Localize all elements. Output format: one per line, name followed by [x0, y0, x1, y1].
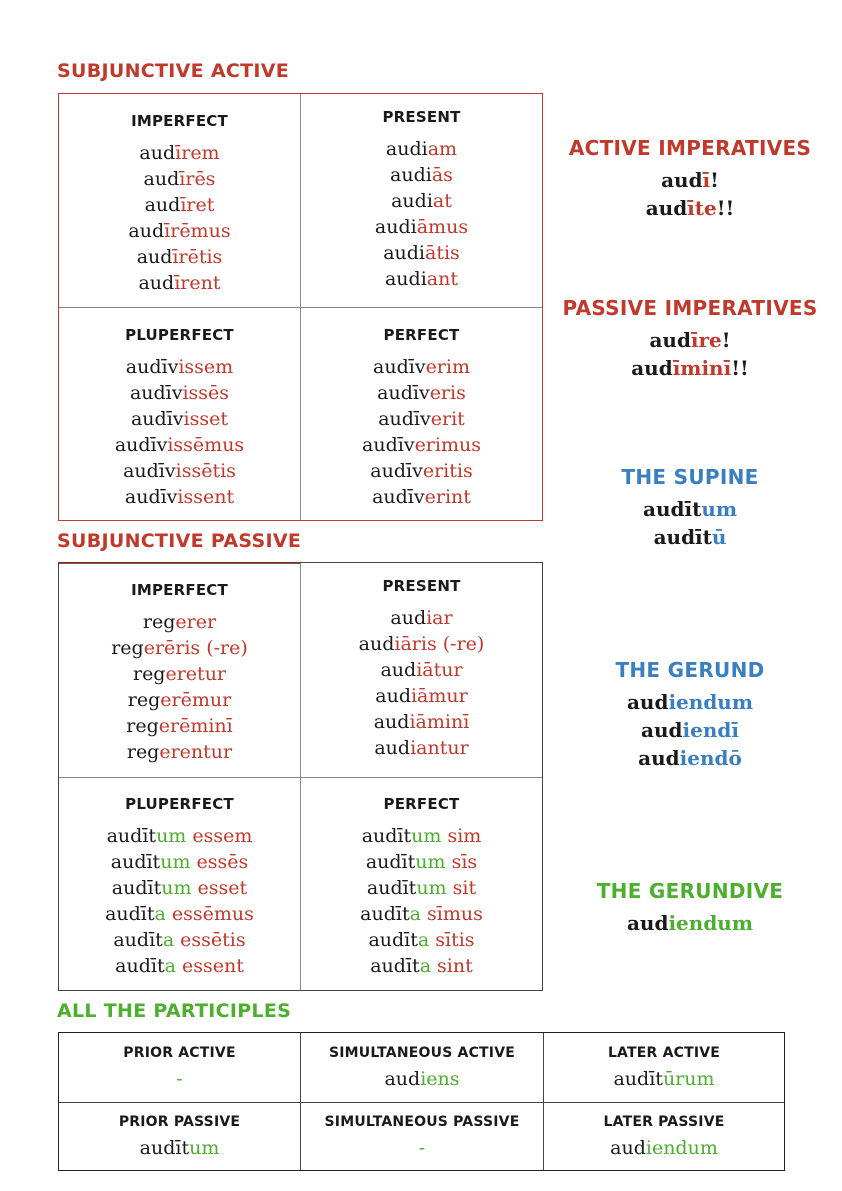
supine-forms	[560, 495, 820, 551]
sp-pluperfect-header: PLUPERFECT	[125, 795, 234, 813]
sp-perfect-cell	[301, 795, 542, 979]
verb-form	[59, 661, 300, 687]
verb-form	[59, 635, 300, 661]
verb-ending: erit	[430, 408, 465, 430]
verb-ending: issētis	[175, 460, 236, 482]
verb-ending: īte	[687, 196, 717, 220]
subjunctive-active-title: SUBJUNCTIVE ACTIVE	[57, 60, 290, 82]
verb-ending: ās	[431, 164, 453, 186]
sp-present-cell	[301, 577, 542, 761]
verb-form	[560, 523, 820, 551]
verb-ending: issēs	[182, 382, 230, 404]
verb-stem: audīv	[130, 408, 184, 430]
supine-title: THE SUPINE	[621, 465, 759, 489]
verb-form	[301, 380, 542, 406]
verb-stem: aud	[649, 328, 691, 352]
active-imperatives-forms	[560, 166, 820, 222]
verb-stem: aud	[641, 718, 683, 742]
verb-ending: um	[701, 497, 738, 521]
sp-imperfect-forms	[59, 609, 300, 765]
verb-stem: audīv	[125, 356, 179, 378]
subjunctive-passive-table	[58, 562, 543, 991]
sp-perfect-forms	[301, 823, 542, 979]
participle-value	[301, 1067, 543, 1091]
verb-auxiliary: !!	[731, 356, 749, 380]
participle-header: PRIOR PASSIVE	[118, 1114, 241, 1130]
verb-form	[59, 687, 300, 713]
verb-ending: ātis	[425, 242, 460, 264]
verb-ending: am	[427, 138, 458, 160]
verb-form	[59, 875, 300, 901]
participle-ending: iens	[420, 1068, 460, 1090]
verb-form	[59, 406, 300, 432]
verb-auxiliary: essem	[186, 825, 253, 847]
verb-stem: audīt	[365, 851, 416, 873]
verb-stem: audīv	[377, 382, 430, 404]
verb-ending: īret	[180, 194, 215, 216]
verb-ending: iendō	[679, 746, 742, 770]
participle-ending: -	[418, 1137, 426, 1159]
verb-ending: eris	[429, 382, 466, 404]
verb-stem: audīv	[372, 486, 425, 508]
verb-stem: audīv	[124, 486, 178, 508]
verb-ending: um	[411, 825, 442, 847]
verb-form	[59, 270, 300, 296]
verb-stem: aud	[373, 711, 410, 733]
verb-ending: ant	[426, 268, 458, 290]
verb-auxiliary: sint	[431, 955, 473, 977]
verb-ending: iendum	[668, 911, 754, 935]
verb-ending: īrem	[175, 142, 220, 164]
verb-ending: a	[154, 903, 166, 925]
verb-form	[59, 739, 300, 765]
verb-auxiliary: esset	[191, 877, 248, 899]
verb-form	[59, 192, 300, 218]
verb-stem: aud	[626, 911, 669, 935]
verb-stem: audīv	[373, 356, 426, 378]
verb-stem: audīt	[115, 955, 165, 977]
verb-ending: iātur	[416, 659, 463, 681]
participle-header: LATER PASSIVE	[603, 1114, 725, 1130]
verb-ending: um	[156, 825, 187, 847]
verb-form	[560, 909, 820, 937]
verb-form	[560, 716, 820, 744]
verb-ending: iendum	[668, 690, 754, 714]
verb-form	[301, 953, 542, 979]
verb-ending: um	[161, 877, 192, 899]
participle-value	[59, 1136, 300, 1160]
gerund-title: THE GERUND	[615, 658, 765, 682]
verb-stem: audīv	[370, 460, 423, 482]
participle-value	[59, 1067, 300, 1091]
sa-present-forms	[301, 136, 542, 292]
verb-ending: issent	[177, 486, 235, 508]
verb-ending: a	[417, 929, 430, 951]
verb-form	[59, 218, 300, 244]
participle-stem: aud	[610, 1137, 646, 1159]
verb-auxiliary: !	[721, 328, 731, 352]
verb-ending: īrēmus	[164, 220, 231, 242]
sp-pluperfect-cell	[59, 795, 300, 979]
participle-ending: um	[189, 1137, 220, 1159]
active-imperatives-title: ACTIVE IMPERATIVES	[568, 136, 812, 160]
verb-form	[560, 495, 820, 523]
participle-prior-active	[59, 1045, 300, 1091]
verb-ending: at	[432, 190, 452, 212]
verb-ending: issēmus	[167, 434, 245, 456]
verb-ending: iāminī	[409, 711, 470, 733]
verb-ending: erēminī	[158, 715, 233, 737]
verb-ending: a	[162, 929, 175, 951]
verb-stem: audīv	[129, 382, 183, 404]
verb-stem: audīt	[370, 955, 420, 977]
verb-form	[560, 744, 820, 772]
sa-perfect-header: PERFECT	[383, 326, 460, 344]
verb-ending: erēris (-re)	[143, 637, 248, 659]
subjunctive-passive-title: SUBJUNCTIVE PASSIVE	[57, 530, 302, 552]
participles-table	[58, 1032, 785, 1171]
gerund-forms	[560, 688, 820, 772]
sa-perfect-cell	[301, 326, 542, 510]
verb-form	[59, 849, 300, 875]
verb-ending: iāris (-re)	[394, 633, 485, 655]
verb-auxiliary: !	[710, 168, 719, 192]
verb-auxiliary: sītis	[429, 929, 475, 951]
verb-ending: issem	[178, 356, 234, 378]
passive-imperatives-forms	[560, 326, 820, 382]
verb-form	[301, 240, 542, 266]
verb-stem: reg	[126, 741, 160, 763]
verb-stem: aud	[390, 607, 427, 629]
sa-present-header: PRESENT	[382, 108, 461, 126]
sa-imperfect-header: IMPERFECT	[131, 112, 228, 130]
sa-pluperfect-cell	[59, 326, 300, 510]
participle-stem: aud	[384, 1068, 421, 1090]
verb-ending: um	[415, 851, 446, 873]
verb-form	[59, 458, 300, 484]
verb-stem: aud	[139, 142, 176, 164]
verb-stem: aud	[358, 633, 395, 655]
verb-stem: audi	[383, 242, 425, 264]
sp-present-forms	[301, 605, 542, 761]
passive-imperatives-section	[560, 296, 820, 382]
sa-pluperfect-header: PLUPERFECT	[125, 326, 234, 344]
participle-header: SIMULTANEOUS ACTIVE	[328, 1045, 516, 1061]
verb-ending: erimus	[414, 434, 481, 456]
verb-form	[59, 432, 300, 458]
verb-stem: aud	[375, 685, 411, 707]
verb-form	[59, 823, 300, 849]
participle-ending: iendum	[645, 1137, 718, 1159]
verb-ending: īre	[690, 328, 722, 352]
verb-ending: ū	[711, 525, 727, 549]
verb-stem: aud	[128, 220, 165, 242]
verb-auxiliary: sīs	[445, 851, 478, 873]
verb-form	[301, 458, 542, 484]
verb-form	[59, 484, 300, 510]
sp-pluperfect-forms	[59, 823, 300, 979]
active-imperatives-section	[560, 136, 820, 222]
verb-stem: audīt	[642, 497, 702, 521]
verb-form	[301, 631, 542, 657]
verb-stem: aud	[631, 356, 673, 380]
verb-stem: audīt	[113, 929, 163, 951]
sa-imperfect-forms	[59, 140, 300, 296]
verb-stem: aud	[144, 194, 181, 216]
verb-auxiliary: essētis	[174, 929, 246, 951]
verb-stem: reg	[127, 689, 161, 711]
verb-ending: ī	[702, 168, 711, 192]
verb-form	[560, 166, 820, 194]
verb-stem: audīt	[361, 825, 412, 847]
verb-form	[560, 194, 820, 222]
verb-stem: reg	[126, 715, 159, 737]
verb-stem: reg	[111, 637, 144, 659]
verb-form	[59, 140, 300, 166]
verb-form	[59, 244, 300, 270]
verb-form	[59, 166, 300, 192]
verb-form	[301, 875, 542, 901]
verb-stem: audīt	[360, 903, 410, 925]
passive-imperatives-title: PASSIVE IMPERATIVES	[562, 296, 818, 320]
verb-auxiliary: sīmus	[420, 903, 483, 925]
verb-form	[560, 688, 820, 716]
verb-stem: audīt	[653, 525, 712, 549]
verb-stem: audīt	[105, 903, 155, 925]
verb-stem: audīv	[123, 460, 176, 482]
participles-title: ALL THE PARTICIPLES	[57, 1000, 292, 1022]
participle-value	[301, 1136, 543, 1160]
verb-form	[301, 849, 542, 875]
verb-stem: aud	[645, 196, 688, 220]
verb-form	[560, 326, 820, 354]
verb-ending: a	[419, 955, 432, 977]
sp-perfect-header: PERFECT	[383, 795, 460, 813]
verb-form	[59, 609, 300, 635]
verb-form	[560, 354, 820, 382]
verb-form	[59, 927, 300, 953]
verb-form	[301, 709, 542, 735]
verb-stem: aud	[380, 659, 417, 681]
verb-ending: īminī	[672, 356, 732, 380]
verb-form	[301, 162, 542, 188]
verb-ending: isset	[183, 408, 228, 430]
verb-ending: iendī	[682, 718, 739, 742]
verb-form	[301, 136, 542, 162]
verb-auxiliary: essēs	[190, 851, 249, 873]
verb-stem: aud	[136, 246, 173, 268]
participle-value	[544, 1067, 784, 1091]
verb-form	[301, 657, 542, 683]
participle-prior-passive	[59, 1114, 300, 1160]
gerundive-forms	[560, 909, 820, 937]
verb-ending: iantur	[410, 737, 469, 759]
sa-present-cell	[301, 108, 542, 292]
verb-stem: aud	[661, 168, 703, 192]
verb-auxiliary: essent	[175, 955, 244, 977]
verb-stem: audīt	[106, 825, 157, 847]
verb-auxiliary: sim	[441, 825, 482, 847]
verb-ending: īrent	[174, 272, 221, 294]
verb-stem: aud	[626, 690, 669, 714]
verb-stem: audi	[390, 164, 432, 186]
verb-ending: eretur	[165, 663, 227, 685]
participle-simultaneous-active	[301, 1045, 543, 1091]
participle-ending: -	[176, 1068, 183, 1090]
verb-form	[301, 432, 542, 458]
verb-auxiliary: sit	[446, 877, 477, 899]
verb-form	[301, 354, 542, 380]
verb-ending: iar	[426, 607, 453, 629]
sa-imperfect-cell	[59, 112, 300, 296]
verb-form	[301, 188, 542, 214]
verb-form	[301, 735, 542, 761]
verb-ending: īrētis	[172, 246, 223, 268]
verb-stem: audīt	[110, 851, 161, 873]
verb-stem: audi	[384, 268, 427, 290]
verb-form	[301, 901, 542, 927]
verb-form	[59, 354, 300, 380]
verb-form	[59, 953, 300, 979]
participle-simultaneous-passive	[301, 1114, 543, 1160]
verb-ending: a	[409, 903, 421, 925]
verb-ending: erint	[424, 486, 471, 508]
participle-later-passive	[544, 1114, 784, 1160]
verb-ending: erim	[425, 356, 470, 378]
verb-form	[301, 406, 542, 432]
verb-stem: audi	[391, 190, 433, 212]
verb-ending: um	[416, 877, 447, 899]
verb-ending: eritis	[422, 460, 473, 482]
verb-form	[301, 266, 542, 292]
verb-ending: erēmur	[160, 689, 232, 711]
verb-form	[301, 484, 542, 510]
verb-stem: aud	[638, 746, 680, 770]
verb-stem: audīv	[378, 408, 431, 430]
verb-stem: audi	[374, 216, 417, 238]
verb-form	[59, 713, 300, 739]
verb-stem: aud	[374, 737, 411, 759]
verb-form	[301, 927, 542, 953]
participle-header: SIMULTANEOUS PASSIVE	[324, 1114, 520, 1130]
verb-ending: āmus	[416, 216, 469, 238]
verb-ending: erentur	[159, 741, 233, 763]
gerundive-section	[560, 879, 820, 937]
participle-header: LATER ACTIVE	[607, 1045, 721, 1061]
sa-perfect-forms	[301, 354, 542, 510]
verb-form	[59, 901, 300, 927]
gerund-section	[560, 658, 820, 772]
verb-stem: reg	[142, 611, 176, 633]
verb-stem: aud	[138, 272, 175, 294]
verb-stem: audīv	[362, 434, 415, 456]
verb-auxiliary: !!	[716, 196, 735, 220]
verb-ending: iāmur	[410, 685, 468, 707]
verb-stem: reg	[132, 663, 166, 685]
participle-stem: audīt	[613, 1068, 663, 1090]
verb-ending: um	[160, 851, 191, 873]
verb-form	[59, 380, 300, 406]
verb-form	[301, 683, 542, 709]
verb-ending: a	[164, 955, 176, 977]
verb-stem: audīt	[111, 877, 162, 899]
verb-auxiliary: essēmus	[165, 903, 254, 925]
participle-stem: audīt	[139, 1137, 190, 1159]
verb-stem: audīv	[114, 434, 168, 456]
participle-ending: ūrum	[662, 1068, 715, 1090]
verb-form	[301, 214, 542, 240]
verb-stem: audi	[385, 138, 428, 160]
sp-present-header: PRESENT	[382, 577, 461, 595]
gerundive-title: THE GERUNDIVE	[596, 879, 784, 903]
verb-stem: audīt	[366, 877, 417, 899]
verb-ending: īrēs	[179, 168, 216, 190]
verb-form	[301, 823, 542, 849]
participle-later-active	[544, 1045, 784, 1091]
participle-header: PRIOR ACTIVE	[123, 1045, 236, 1061]
verb-stem: aud	[143, 168, 180, 190]
participle-value	[544, 1136, 784, 1160]
verb-stem: audīt	[368, 929, 418, 951]
verb-ending: erer	[175, 611, 217, 633]
sa-pluperfect-forms	[59, 354, 300, 510]
sp-imperfect-header: IMPERFECT	[131, 581, 228, 599]
supine-section	[560, 465, 820, 551]
verb-form	[301, 605, 542, 631]
subjunctive-active-table	[58, 93, 543, 521]
sp-imperfect-cell	[59, 581, 300, 765]
